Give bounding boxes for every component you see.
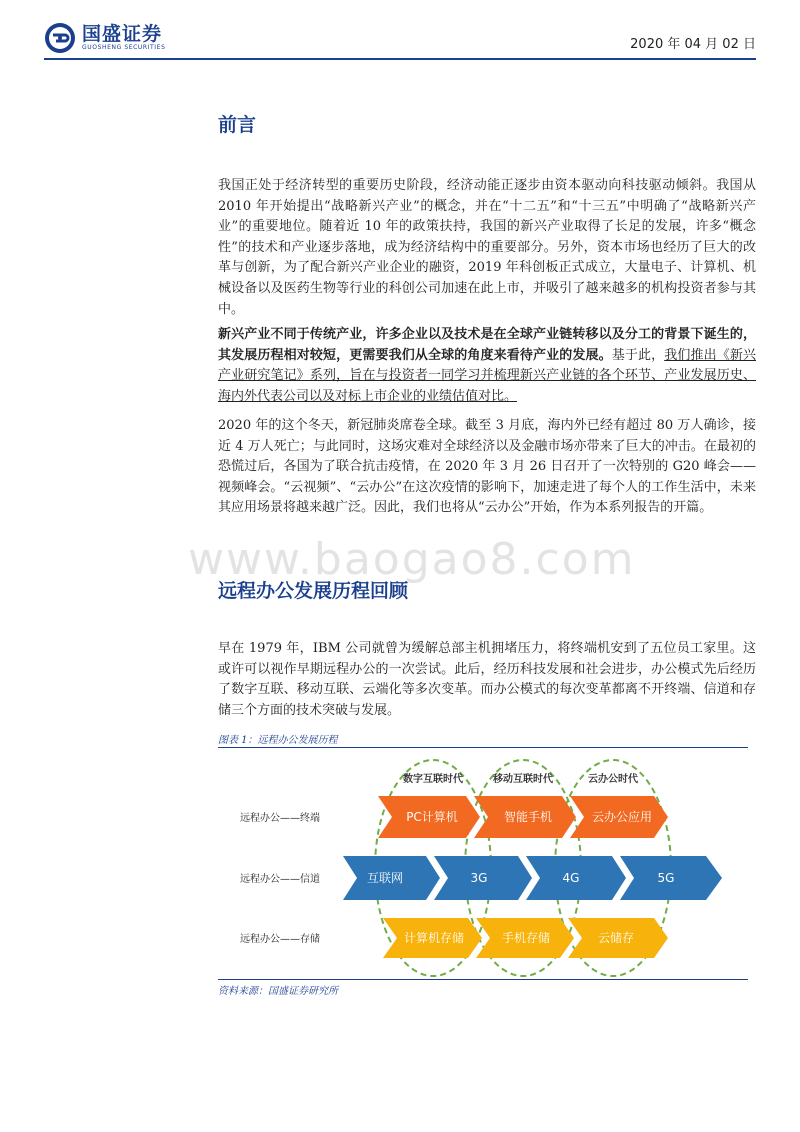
row-label-storage: 远程办公——存储 (240, 934, 320, 945)
terminal-item-cloud-app: 云办公应用 (591, 810, 653, 824)
brand-logo (44, 22, 165, 54)
logo-name-cn: 国盛证券 (82, 23, 163, 45)
preface-paragraph-1: 我国正处于经济转型的重要历史阶段，经济动能正逐步由资本驱动向科技驱动倾斜。我国从 2010 年开始提出“战略新兴产业”的概念，并在“十二五”和“十三五”中明确了“战略新兴产业”的重要地位。随着近 10 年的政策扶持，我国的新兴产业取得了长足的发展，许多“概念性”的技术和产业逐步落地，成为经济结构中的重要部分。另外，资本市场也经历了巨大的改革与创新，为了配合新兴产业企业的融资，2019 年科创板正式成立，大量电子、计算机、机械设备以及医药生物等行业的科创公司加速在此上市，并吸引了越来越多的机构投资者参与其中。 (218, 178, 756, 317)
row-label-channel: 远程办公——信道 (240, 874, 320, 885)
storage-item-computer: 计算机存储 (403, 931, 465, 945)
logo-name-en: GUOSHENG SECURITIES (82, 44, 166, 51)
era-label-cloud: 云办公时代 (588, 774, 638, 785)
section-title-preface: 前言 (218, 114, 257, 136)
page-header (0, 0, 800, 62)
preface-paragraph-2-normal: 基于此， (611, 347, 665, 363)
channel-item-3g: 3G (470, 871, 488, 885)
storage-item-phone: 手机存储 (501, 931, 551, 945)
channel-item-4g: 4G (562, 871, 580, 885)
figure-title: 图表 1：远程办公发展历程 (218, 735, 338, 746)
era-label-mobile: 移动互联时代 (493, 774, 553, 785)
history-paragraph-1: 早在 1979 年，IBM 公司就曾为缓解总部主机拥堵压力，将终端机安到了五位员工家里。这或许可以视作早期远程办公的一次尝试。此后，经历科技发展和社会进步，办公模式先后经历了数字互联、移动互联、云端化等多次变革。而办公模式的每次变革都离不开终端、信道和存储三个方面的技术突破与发展。 (218, 641, 756, 718)
report-date: 2020 年 04 月 02 日 (630, 37, 756, 52)
terminal-item-pc: PC计算机 (406, 810, 458, 824)
section-title-history: 远程办公发展历程回顾 (218, 580, 409, 602)
era-label-digital: 数字互联时代 (403, 774, 463, 785)
channel-item-5g: 5G (657, 871, 675, 885)
terminal-item-phone: 智能手机 (503, 810, 553, 824)
channel-item-internet: 互联网 (366, 871, 404, 885)
preface-paragraph-3: 2020 年的这个冬天，新冠肺炎席卷全球。截至 3 月底，海内外已经有超过 80 万人确诊，接近 4 万人死亡；与此同时，这场灾难对全球经济以及金融市场亦带来了巨大的冲击。在最初的恐慌过后，各国为了联合抗击疫情，在 2020 年 3 月 26 日召开了一次特别的 G20 峰会——视频峰会。“云视频”、“云办公”在这次疫情的影响下，加速走进了每个人的工作生活中，未来其应用场景将越来越广泛。因此，我们也将从“云办公”开始，作为本系列报告的开篇。 (218, 418, 756, 516)
figure-diagram (218, 750, 748, 978)
figure-source: 资料来源：国盛证券研究所 (218, 986, 338, 997)
figure-top-rule (218, 747, 748, 748)
preface-paragraph-2-underline: 我们推出《新兴产业研究笔记》系列，旨在与投资者一同学习并梳理新兴产业链的各个环节、产业发展历史、海内外代表公司以及对标上市企业的业绩估值对比。 (218, 347, 756, 404)
watermark: www.baogao8.com (188, 534, 636, 585)
preface-paragraph-2-bold: 新兴产业不同于传统产业，许多企业以及技术是在全球产业链转移以及分工的背景下诞生的，其发展历程相对较短，更需要我们从全球的角度来看待产业的发展。 (218, 327, 756, 363)
preface-paragraph-2 (218, 325, 756, 407)
header-divider (44, 58, 756, 60)
guosheng-logo-icon (44, 22, 76, 54)
row-label-terminal: 远程办公——终端 (240, 813, 320, 824)
figure-bottom-rule (218, 979, 748, 980)
storage-item-cloud: 云储存 (597, 931, 635, 945)
